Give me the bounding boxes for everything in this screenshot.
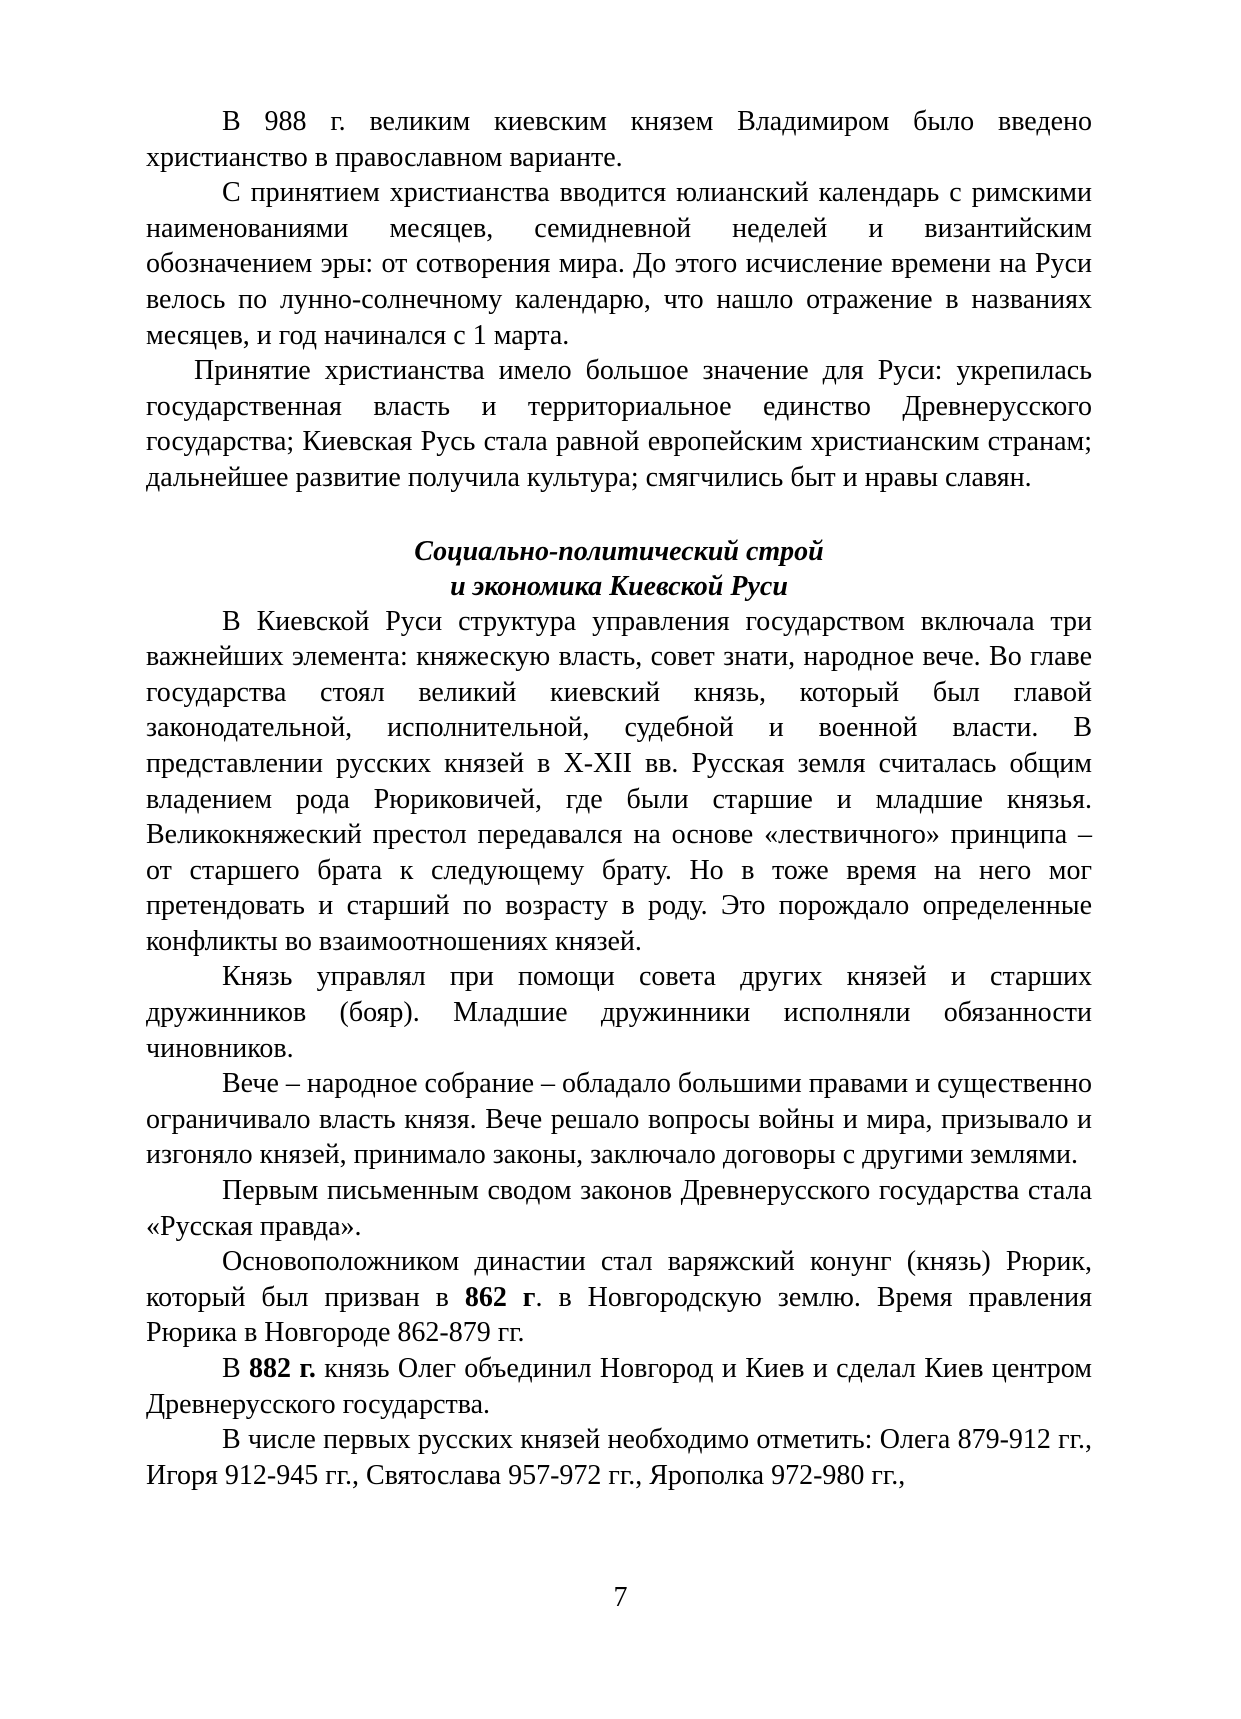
paragraph-veche: Вече – народное собрание – обладало большими правами и существенно ограничивало власть князя. Вече решало вопросы войны и мира, призывало и изгоняло князей, принимало законы, заключало договоры с другими землями.	[146, 1068, 1092, 1171]
paragraph-russkaya-pravda: Первым письменным сводом законов Древнерусского государства стала «Русская правда».	[146, 1175, 1092, 1242]
rurik-text-before: Основоположником династии стал варяжский конунг (князь) Рюрик, который был призван в	[146, 1246, 1092, 1313]
paragraph-julian-calendar: С принятием христианства вводится юлианский календарь с римскими наименованиями месяцев, семидневной неделей и византийским обозначением эры: от сотворения мира. До этого исчисление времени на Руси велось по лунно-солнечному календарю, что нашло отражение в названиях месяцев, и год начинался с 1 марта.	[146, 177, 1092, 351]
paragraph-first-princes: В числе первых русских князей необходимо отметить: Олега 879-912 гг., Игоря 912-945 гг., Святослава 957-972 гг., Ярополка 972-980 гг.,	[146, 1424, 1092, 1491]
oleg-year: 882 г.	[249, 1353, 316, 1384]
rurik-year: 862 г	[464, 1281, 536, 1313]
section-heading-line-2: и экономика Киевской Руси	[450, 570, 788, 602]
oleg-text-after: князь Олег объединил Новгород и Киев и сделал Киев центром Древнерусского государства.	[146, 1353, 1092, 1420]
page-body	[146, 104, 1092, 1493]
paragraph-oleg	[146, 1351, 1092, 1422]
paragraph-christianity-988: В 988 г. великим киевским князем Владимиром было введено христианство в православном варианте.	[146, 106, 1092, 173]
paragraph-prince-council: Князь управлял при помощи совета других князей и старших дружинников (бояр). Младшие дружинники исполняли обязанности чиновников.	[146, 961, 1092, 1064]
section-heading-line-1: Социально-политический строй	[414, 535, 824, 567]
rurik-text-after: . в Новгородскую землю. Время правления Рюрика в Новгороде 862-879 гг.	[146, 1281, 1092, 1349]
paragraph-significance-of-christianity: Принятие христианства имело большое значение для Руси: укрепилась государственная власть и территориальное единство Древнерусского государства; Киевская Русь стала равной европейским христианским странам; дальнейшее развитие получила культура; смягчились быт и нравы славян.	[146, 355, 1092, 493]
oleg-text-before: В	[222, 1353, 250, 1384]
page-number: 7	[613, 1582, 628, 1613]
paragraph-rurik	[146, 1244, 1092, 1351]
paragraph-governance-structure: В Киевской Руси структура управления государством включала три важнейших элемента: княжескую власть, совет знати, народное вече. Во главе государства стоял великий киевский князь, который был главой законодательной, исполнительной, судебной и военной власти. В представлении русских князей в X-XII вв. Русская земля считалась общим владением рода Рюриковичей, где были старшие и младшие князья. Великокняжеский престол передавался на основе «лествичного» принципа – от старшего брата к следующему брату. Но в тоже время на него мог претендовать и старший по возрасту в роду. Это порождало определенные конфликты во взаимоотношениях князей.	[146, 605, 1092, 957]
section-heading	[146, 534, 1092, 604]
